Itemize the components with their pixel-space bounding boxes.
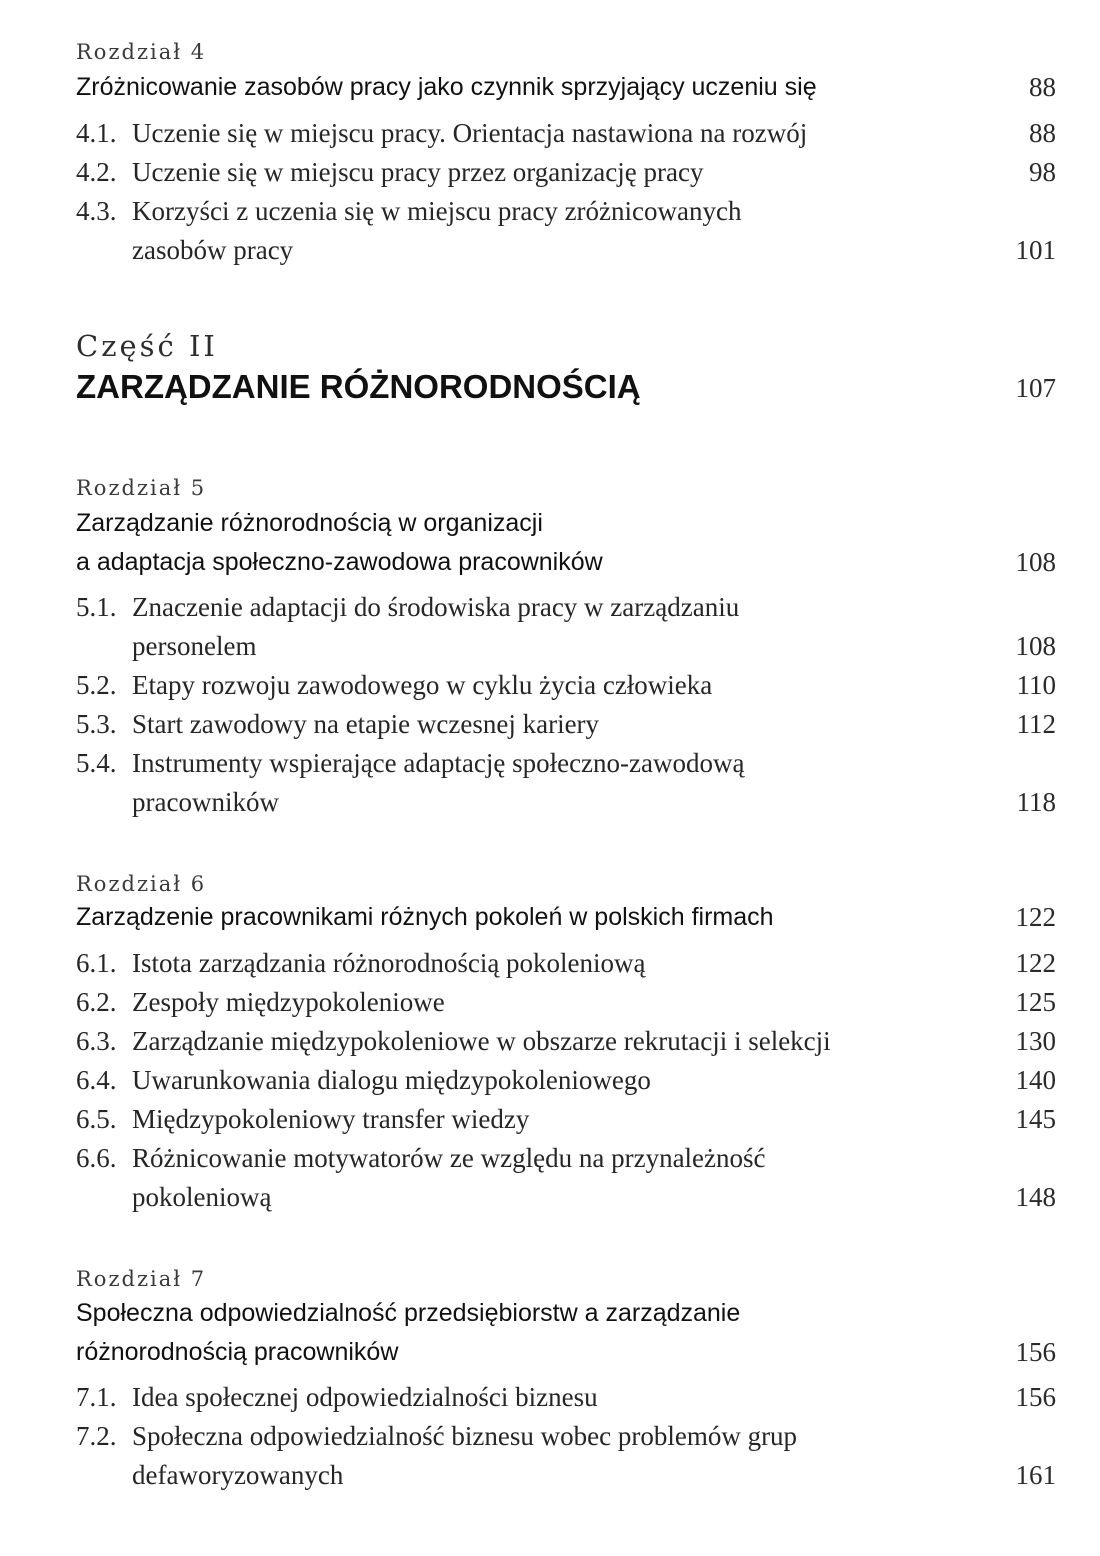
section-title: Istota zarządzania różnorodnością pokoleniową — [132, 948, 646, 978]
toc-entry — [76, 744, 1056, 822]
toc-entry — [76, 1417, 1056, 1495]
page-number: 107 — [1015, 373, 1056, 403]
toc-entry — [76, 1139, 1056, 1217]
section-number: 6.6. — [76, 1143, 117, 1173]
chapter-label: Rozdział 7 — [76, 1267, 207, 1291]
chapter-label: Rozdział 6 — [76, 872, 207, 896]
section-title: Idea społecznej odpowiedzialności biznesu — [132, 1382, 598, 1412]
section-title: Uczenie się w miejscu pracy przez organizację pracy — [132, 157, 704, 187]
toc-entry — [76, 192, 1056, 270]
section-title: Zespoły międzypokoleniowe — [132, 987, 445, 1017]
chapter-title-line-1: Społeczna odpowiedzialność przedsiębiorstw a zarządzanie — [76, 1299, 741, 1327]
part-2-block — [76, 327, 1056, 365]
section-number: 7.2. — [76, 1421, 117, 1451]
section-number: 5.3. — [76, 709, 117, 739]
page-number: 108 — [1015, 631, 1056, 661]
section-title-line-2: pokoleniową — [132, 1182, 272, 1212]
section-title-line-2: defaworyzowanych — [132, 1460, 344, 1490]
section-number: 6.4. — [76, 1065, 117, 1095]
section-number: 6.1. — [76, 948, 117, 978]
chapter-title-line-1: Zarządzanie różnorodnością w organizacji — [76, 509, 543, 537]
page-number: 156 — [1015, 1337, 1056, 1367]
toc-entry — [76, 705, 1056, 744]
section-title-line-1: Znaczenie adaptacji do środowiska pracy w zarządzaniu — [132, 592, 740, 622]
section-number: 4.3. — [76, 196, 117, 226]
page-number: 101 — [1015, 235, 1056, 265]
section-title: Etapy rozwoju zawodowego w cyklu życia człowieka — [132, 670, 713, 700]
section-number: 4.1. — [76, 118, 117, 148]
section-number: 5.1. — [76, 592, 117, 622]
chapter-title-line-2: a adaptacja społeczno-zawodowa pracowników — [76, 548, 603, 576]
page-number: 88 — [1029, 72, 1056, 102]
section-title-line-1: Różnicowanie motywatorów ze względu na przynależność — [132, 1143, 766, 1173]
page-number: 122 — [1015, 948, 1056, 978]
part-2-heading — [76, 366, 1056, 408]
section-number: 6.5. — [76, 1104, 117, 1134]
chapter-6-block — [76, 870, 1056, 898]
section-title-line-2: zasobów pracy — [132, 235, 294, 265]
section-number: 6.3. — [76, 1026, 117, 1056]
section-title: Zarządzanie międzypokoleniowe w obszarze rekrutacji i selekcji — [132, 1026, 831, 1056]
page-number: 122 — [1015, 902, 1056, 932]
section-number: 4.2. — [76, 157, 117, 187]
chapter-5-block — [76, 474, 1056, 502]
page-number: 148 — [1015, 1182, 1056, 1212]
section-title-line-2: personelem — [132, 631, 257, 661]
page-number: 145 — [1015, 1104, 1056, 1134]
chapter-label: Rozdział 5 — [76, 476, 207, 500]
chapter-7-heading — [76, 1294, 1056, 1372]
section-title-line-2: pracowników — [132, 787, 279, 817]
chapter-4-block — [76, 38, 1056, 66]
toc-entry — [76, 944, 1056, 983]
table-of-contents — [76, 0, 1056, 1556]
part-label: Część II — [76, 329, 218, 363]
toc-entry — [76, 666, 1056, 705]
toc-entry — [76, 1100, 1056, 1139]
chapter-title: Zarządzenie pracownikami różnych pokoleń w polskich firmach — [76, 903, 774, 931]
chapter-label: Rozdział 4 — [76, 40, 207, 64]
section-title: Uwarunkowania dialogu międzypokoleniowego — [132, 1065, 651, 1095]
page-number: 161 — [1015, 1460, 1056, 1490]
section-title-line-1: Społeczna odpowiedzialność biznesu wobec problemów grup — [132, 1421, 798, 1451]
toc-entry — [76, 1022, 1056, 1061]
chapter-title-line-2: różnorodnością pracowników — [76, 1338, 399, 1366]
section-number: 7.1. — [76, 1382, 117, 1412]
toc-entry — [76, 983, 1056, 1022]
toc-entry — [76, 114, 1056, 153]
page-number: 118 — [1016, 787, 1056, 817]
toc-entry — [76, 1378, 1056, 1417]
section-title-line-1: Instrumenty wspierające adaptację społeczno-zawodową — [132, 748, 745, 778]
section-title: Uczenie się w miejscu pracy. Orientacja nastawiona na rozwój — [132, 118, 808, 148]
chapter-title: Zróżnicowanie zasobów pracy jako czynnik sprzyjający uczeniu się — [76, 73, 817, 101]
chapter-5-heading — [76, 504, 1056, 582]
chapter-6-heading — [76, 898, 1056, 937]
section-number: 5.2. — [76, 670, 117, 700]
section-number: 5.4. — [76, 748, 117, 778]
chapter-7-block — [76, 1265, 1056, 1293]
page-number: 156 — [1015, 1382, 1056, 1412]
page-number: 110 — [1016, 670, 1056, 700]
page-number: 112 — [1016, 709, 1056, 739]
page-number: 98 — [1029, 157, 1056, 187]
chapter-4-heading — [76, 68, 1056, 107]
page-number: 108 — [1015, 547, 1056, 577]
page-number: 88 — [1029, 118, 1056, 148]
page-number: 140 — [1015, 1065, 1056, 1095]
toc-entry — [76, 588, 1056, 666]
page-number: 130 — [1015, 1026, 1056, 1056]
page-number: 125 — [1015, 987, 1056, 1017]
toc-entry — [76, 153, 1056, 192]
section-title: Start zawodowy na etapie wczesnej kariery — [132, 709, 600, 739]
section-title-line-1: Korzyści z uczenia się w miejscu pracy zróżnicowanych — [132, 196, 742, 226]
part-title: ZARZĄDZANIE RÓŻNORODNOŚCIĄ — [76, 368, 641, 405]
toc-entry — [76, 1061, 1056, 1100]
section-title: Międzypokoleniowy transfer wiedzy — [132, 1104, 530, 1134]
section-number: 6.2. — [76, 987, 117, 1017]
